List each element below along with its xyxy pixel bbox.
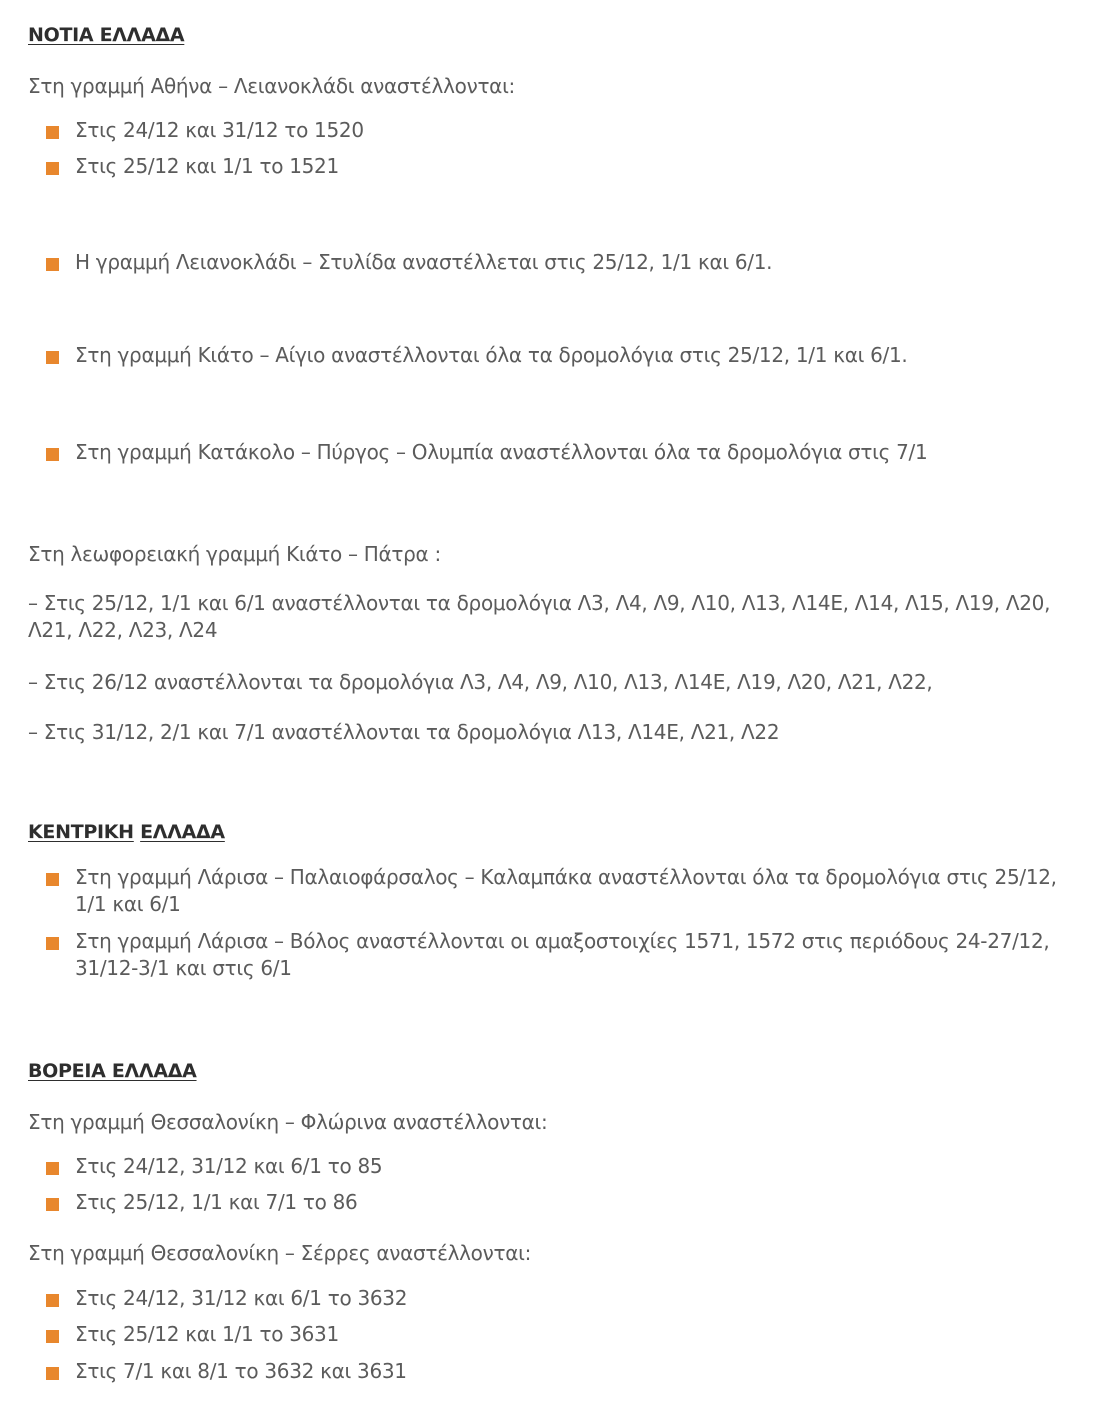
bullet-square-icon bbox=[46, 1294, 59, 1307]
section-heading-south: ΝΟΤΙΑ ΕΛΛΑΔΑ bbox=[28, 24, 185, 46]
north-intro-florina: Στη γραμμή Θεσσαλονίκη – Φλώρινα αναστέλλονται: bbox=[28, 1110, 548, 1134]
list-item: Στις 25/12, 1/1 και 7/1 το 86 bbox=[75, 1190, 358, 1214]
list-item: Στις 24/12, 31/12 και 6/1 το 85 bbox=[75, 1154, 383, 1178]
section-heading-central-part1: ΚΕΝΤΡΙΚΗ bbox=[28, 821, 134, 843]
south-intro: Στη γραμμή Αθήνα – Λειανοκλάδι αναστέλλονται: bbox=[28, 74, 515, 98]
section-heading-north: ΒΟΡΕΙΑ ΕΛΛΑΔΑ bbox=[28, 1060, 197, 1082]
bullet-square-icon bbox=[46, 126, 59, 139]
list-item: Στη γραμμή Κατάκολο – Πύργος – Ολυμπία αναστέλλονται όλα τα δρομολόγια στις 7/1 bbox=[75, 440, 928, 464]
bullet-square-icon bbox=[46, 448, 59, 461]
list-item: Στις 25/12 και 1/1 το 1521 bbox=[75, 154, 339, 178]
list-item: Στις 24/12 και 31/12 το 1520 bbox=[75, 118, 364, 142]
bus-line-text: – Στις 25/12, 1/1 και 6/1 αναστέλλονται τα δρομολόγια Λ3, Λ4, Λ9, Λ10, Λ13, Λ14Ε, Λ14, Λ15, Λ19, Λ20, Λ21, Λ22, Λ23, Λ24 bbox=[28, 591, 1051, 642]
bullet-square-icon bbox=[46, 258, 59, 271]
list-item: Στις 25/12 και 1/1 το 3631 bbox=[75, 1322, 339, 1346]
section-heading-central-part2: ΕΛΛΑΔΑ bbox=[140, 821, 225, 843]
bullet-square-icon bbox=[46, 1330, 59, 1343]
bullet-square-icon bbox=[46, 1198, 59, 1211]
north-intro-serres: Στη γραμμή Θεσσαλονίκη – Σέρρες αναστέλλονται: bbox=[28, 1241, 532, 1265]
section-heading-central bbox=[28, 821, 225, 843]
list-item: Στη γραμμή Λάρισα – Παλαιοφάρσαλος – Καλαμπάκα αναστέλλονται όλα τα δρομολόγια στις 25/12, 1/1 και 6/1 bbox=[75, 865, 1057, 916]
bullet-square-icon bbox=[46, 1162, 59, 1175]
bus-line-text: – Στις 31/12, 2/1 και 7/1 αναστέλλονται τα δρομολόγια Λ13, Λ14Ε, Λ21, Λ22 bbox=[28, 720, 780, 744]
list-item: Η γραμμή Λειανοκλάδι – Στυλίδα αναστέλλεται στις 25/12, 1/1 και 6/1. bbox=[75, 250, 773, 274]
bullet-square-icon bbox=[46, 351, 59, 364]
list-item: Στη γραμμή Λάρισα – Βόλος αναστέλλονται οι αμαξοστοιχίες 1571, 1572 στις περιόδους 24-27/12, 31/12-3/1 και στις 6/1 bbox=[75, 929, 1050, 980]
list-item: Στη γραμμή Κιάτο – Αίγιο αναστέλλονται όλα τα δρομολόγια στις 25/12, 1/1 και 6/1. bbox=[75, 343, 908, 367]
list-item: Στις 7/1 και 8/1 το 3632 και 3631 bbox=[75, 1359, 407, 1383]
bullet-square-icon bbox=[46, 873, 59, 886]
bus-line-intro: Στη λεωφορειακή γραμμή Κιάτο – Πάτρα : bbox=[28, 542, 441, 566]
bullet-square-icon bbox=[46, 937, 59, 950]
list-item: Στις 24/12, 31/12 και 6/1 το 3632 bbox=[75, 1286, 408, 1310]
bullet-square-icon bbox=[46, 162, 59, 175]
bus-line-text: – Στις 26/12 αναστέλλονται τα δρομολόγια Λ3, Λ4, Λ9, Λ10, Λ13, Λ14Ε, Λ19, Λ20, Λ21, Λ22, bbox=[28, 670, 933, 694]
bullet-square-icon bbox=[46, 1367, 59, 1380]
